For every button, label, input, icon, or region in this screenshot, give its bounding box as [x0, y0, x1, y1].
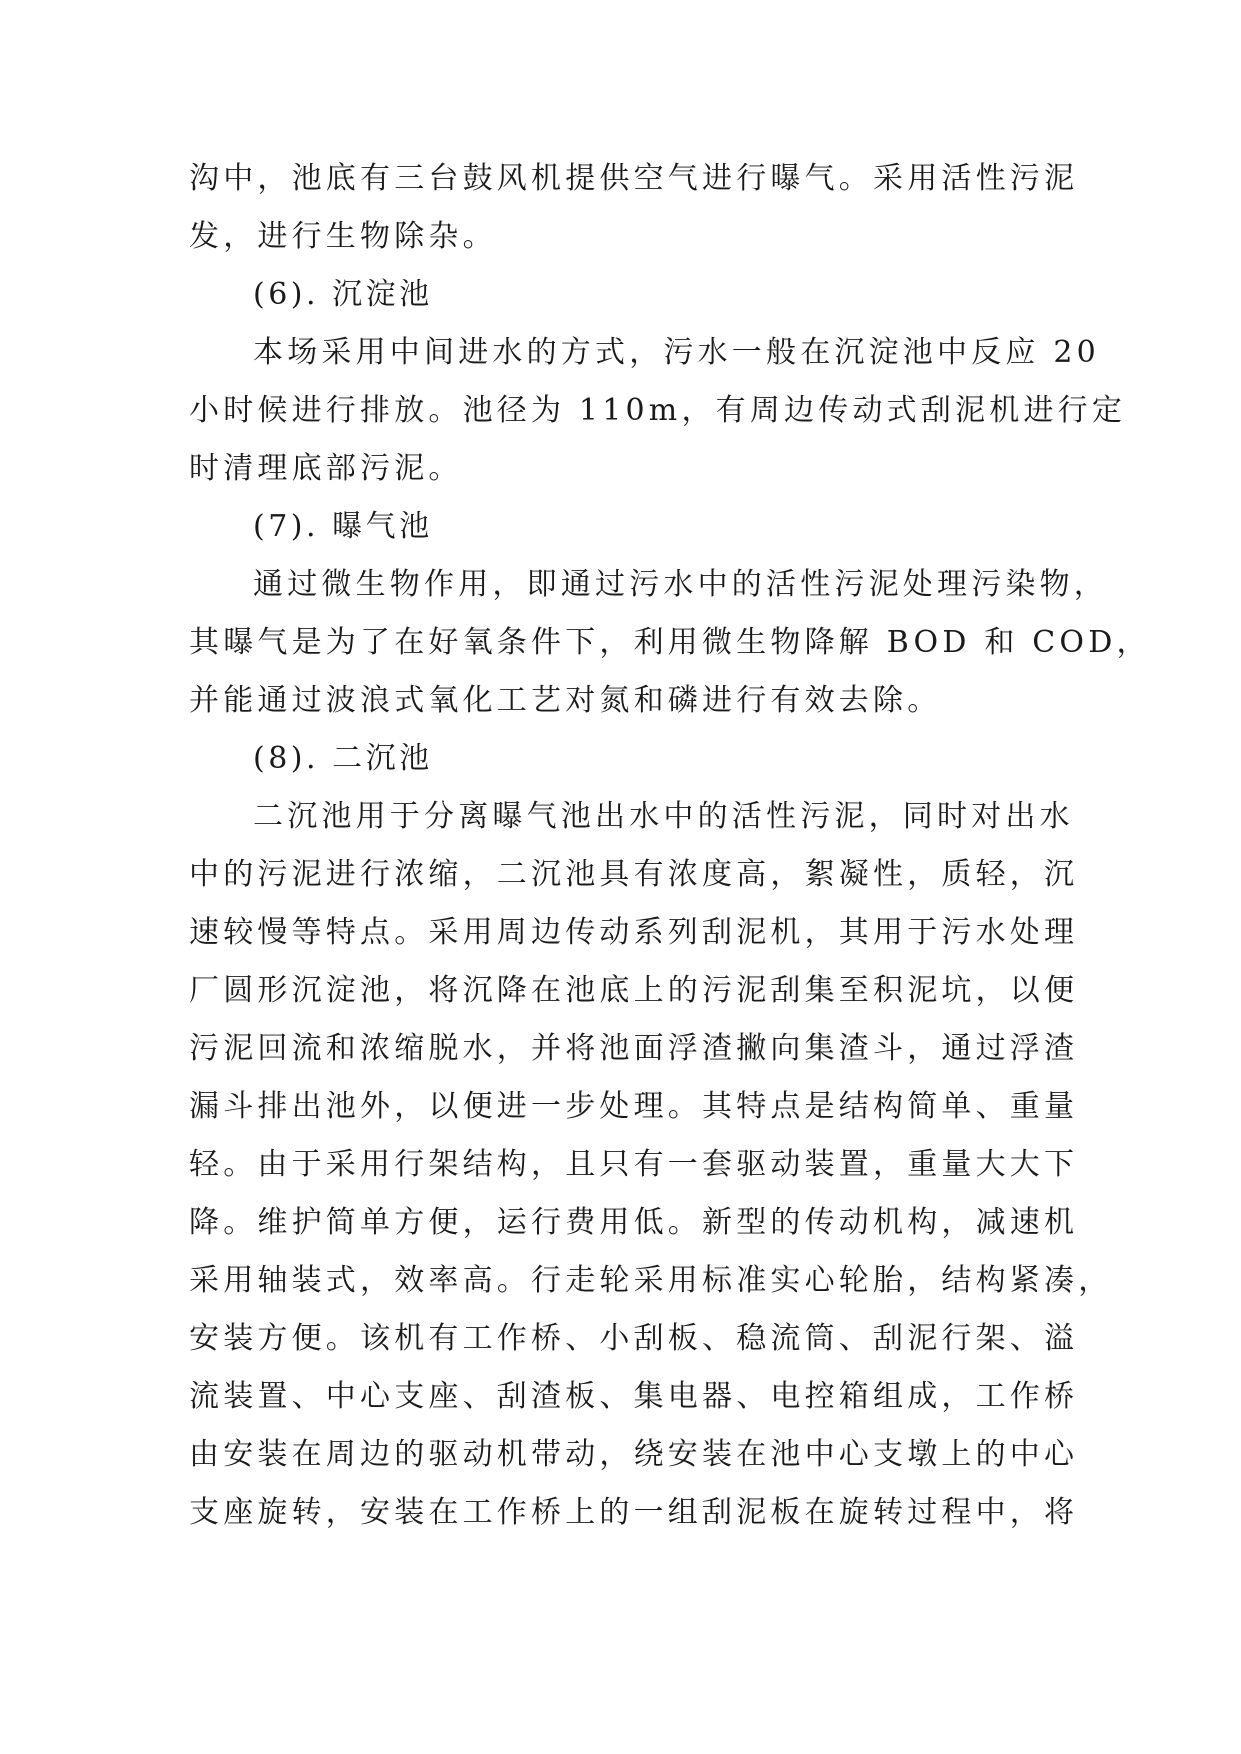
text-line: 安装方便。该机有工作桥、小刮板、稳流筒、刮泥行架、溢 [189, 1321, 1079, 1356]
section-heading-8: (8). 二沉池 [253, 741, 433, 776]
text-line: 发，进行生物除杂。 [189, 219, 497, 254]
section-heading-6: (6). 沉淀池 [253, 277, 433, 312]
text-line: 降。维护简单方便，运行费用低。新型的传动机构，减速机 [189, 1205, 1079, 1240]
section-heading-7: (7). 曝气池 [253, 509, 433, 544]
text-line: 并能通过波浪式氧化工艺对氮和磷进行有效去除。 [189, 683, 942, 718]
text-line: 污泥回流和浓缩脱水，并将池面浮渣撇向集渣斗，通过浮渣 [189, 1031, 1079, 1066]
text-line: 采用轴装式，效率高。行走轮采用标准实心轮胎，结构紧凑， [189, 1263, 1113, 1298]
text-line: 支座旋转，安装在工作桥上的一组刮泥板在旋转过程中，将 [189, 1495, 1079, 1530]
text-line: 沟中，池底有三台鼓风机提供空气进行曝气。采用活性污泥 [189, 161, 1079, 196]
text-line: 流装置、中心支座、刮渣板、集电器、电控箱组成，工作桥 [189, 1379, 1079, 1414]
paragraph-first-line: 通过微生物作用，即通过污水中的活性污泥处理污染物， [253, 567, 1108, 602]
text-line: 速较慢等特点。采用周边传动系列刮泥机，其用于污水处理 [189, 915, 1079, 950]
text-line: 由安装在周边的驱动机带动，绕安装在池中心支墩上的中心 [189, 1437, 1079, 1472]
text-line: 中的污泥进行浓缩，二沉池具有浓度高，絮凝性，质轻，沉 [189, 857, 1079, 892]
text-line: 其曝气是为了在好氧条件下，利用微生物降解 BOD 和 COD， [189, 625, 1151, 660]
text-line: 小时候进行排放。池径为 110m，有周边传动式刮泥机进行定 [189, 393, 1127, 428]
text-line: 时清理底部污泥。 [189, 451, 463, 486]
text-line: 厂圆形沉淀池，将沉降在池底上的污泥刮集至积泥坑，以便 [189, 973, 1079, 1008]
body-text [189, 150, 1151, 1542]
text-line: 漏斗排出池外，以便进一步处理。其特点是结构简单、重量 [189, 1089, 1079, 1124]
text-line: 轻。由于采用行架结构，且只有一套驱动装置，重量大大下 [189, 1147, 1079, 1182]
paragraph-first-line: 本场采用中间进水的方式，污水一般在沉淀池中反应 20 [253, 335, 1100, 370]
paragraph-first-line: 二沉池用于分离曝气池出水中的活性污泥，同时对出水 [253, 799, 1074, 834]
